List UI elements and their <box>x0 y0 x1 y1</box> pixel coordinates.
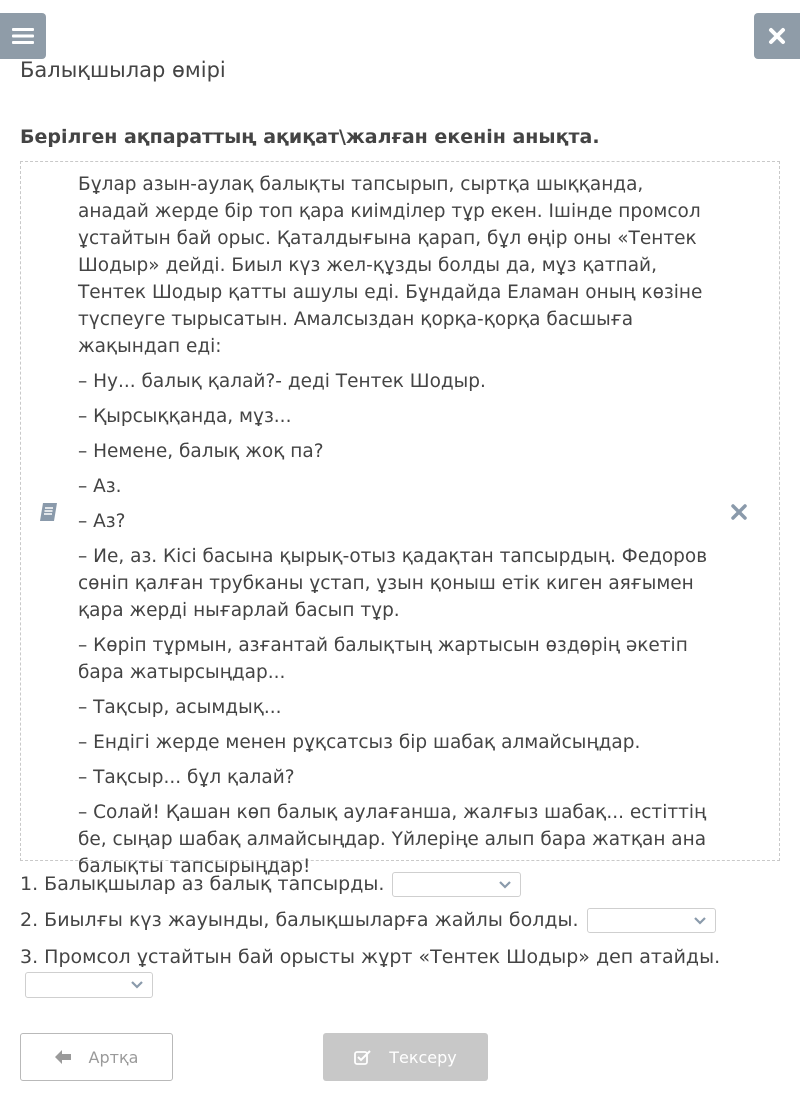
page-title: Балықшылар өмірі <box>20 58 226 82</box>
question-text: 3. Промсол ұстайтын бай орысты жұрт «Тентек Шодыр» деп атайды. <box>20 946 721 968</box>
answer-dropdown-3[interactable] <box>25 972 153 998</box>
hide-passage-icon[interactable] <box>729 502 749 522</box>
passage-paragraph: – Немене, балық жоқ па? <box>78 441 324 462</box>
passage-paragraph: – Ну... балық қалай?- деді Тентек Шодыр. <box>78 371 486 392</box>
book-icon <box>37 500 61 524</box>
back-button-label: Артқа <box>88 1047 139 1067</box>
chevron-down-icon <box>498 880 512 890</box>
question-text: 2. Биылғы күз жауынды, балықшыларға жайлы болды. <box>20 909 579 931</box>
passage-paragraph: – Аз? <box>78 511 126 532</box>
question-3 <box>20 944 720 970</box>
check-button[interactable] <box>323 1033 488 1081</box>
answer-dropdown-1[interactable] <box>392 872 521 897</box>
arrow-left-icon <box>55 1050 71 1064</box>
close-button[interactable] <box>754 13 800 59</box>
menu-icon <box>12 27 34 45</box>
question-1 <box>20 871 521 897</box>
passage-paragraph: – Ие, аз. Кісі басына қырық-отыз қадақтан тапсырдың. Федоров сөніп қалған трубканы ұстап, ұзын қоныш етік киген аяғымен қара жерді нығарлай басып тұр. <box>78 546 708 621</box>
menu-button[interactable] <box>0 13 46 59</box>
back-button[interactable] <box>20 1033 173 1081</box>
close-icon <box>768 27 786 45</box>
answer-dropdown-2[interactable] <box>587 908 716 933</box>
question-text: 1. Балықшылар аз балық тапсырды. <box>20 873 385 895</box>
chevron-down-icon <box>693 916 707 926</box>
check-button-label: Тексеру <box>389 1047 457 1067</box>
checkbox-icon <box>354 1050 371 1065</box>
passage-paragraph: – Солай! Қашан көп балық аулағанша, жалғыз шабақ... естіттің бе, сыңар шабақ алмайсыңдар. Үйлеріңе алып бара жатқан ана балықты тапсырыңдар! <box>78 802 707 877</box>
question-2 <box>20 907 716 933</box>
passage-paragraph: – Тақсыр... бұл қалай? <box>78 767 295 788</box>
passage-paragraph: – Тақсыр, асымдық... <box>78 697 282 718</box>
passage-paragraph: Бұлар азын-аулақ балықты тапсырып, сыртқа шыққанда, анадай жерде бір топ қара киімділер тұр екен. Ішінде промсол ұстайтын бай орыс. Қаталдығына қарап, бұл өңір оны «Тентек Шодыр» дейді. Биыл күз жел-құзды болды да, мұз қатпай, Тентек Шодыр қатты ашулы еді. Бұндайда Еламан оның көзіне түспеуге тырысатын. Амалсыздан қорқа-қорқа басшыға жақындап еді: <box>78 174 703 357</box>
passage-paragraph: – Қырсыққанда, мұз... <box>78 406 292 427</box>
passage-paragraph: – Аз. <box>78 476 122 497</box>
passage-text <box>78 171 718 888</box>
task-instruction: Берілген ақпараттың ақиқат\жалған екенін анықта. <box>20 126 600 148</box>
chevron-down-icon <box>130 980 144 990</box>
passage-paragraph: – Көріп тұрмын, азғантай балықтың жартысын өздөрің әкетіп бара жатырсыңдар... <box>78 635 688 683</box>
passage-box <box>20 161 780 877</box>
passage-paragraph: – Ендігі жерде менен рұқсатсыз бір шабақ алмайсыңдар. <box>78 732 641 753</box>
